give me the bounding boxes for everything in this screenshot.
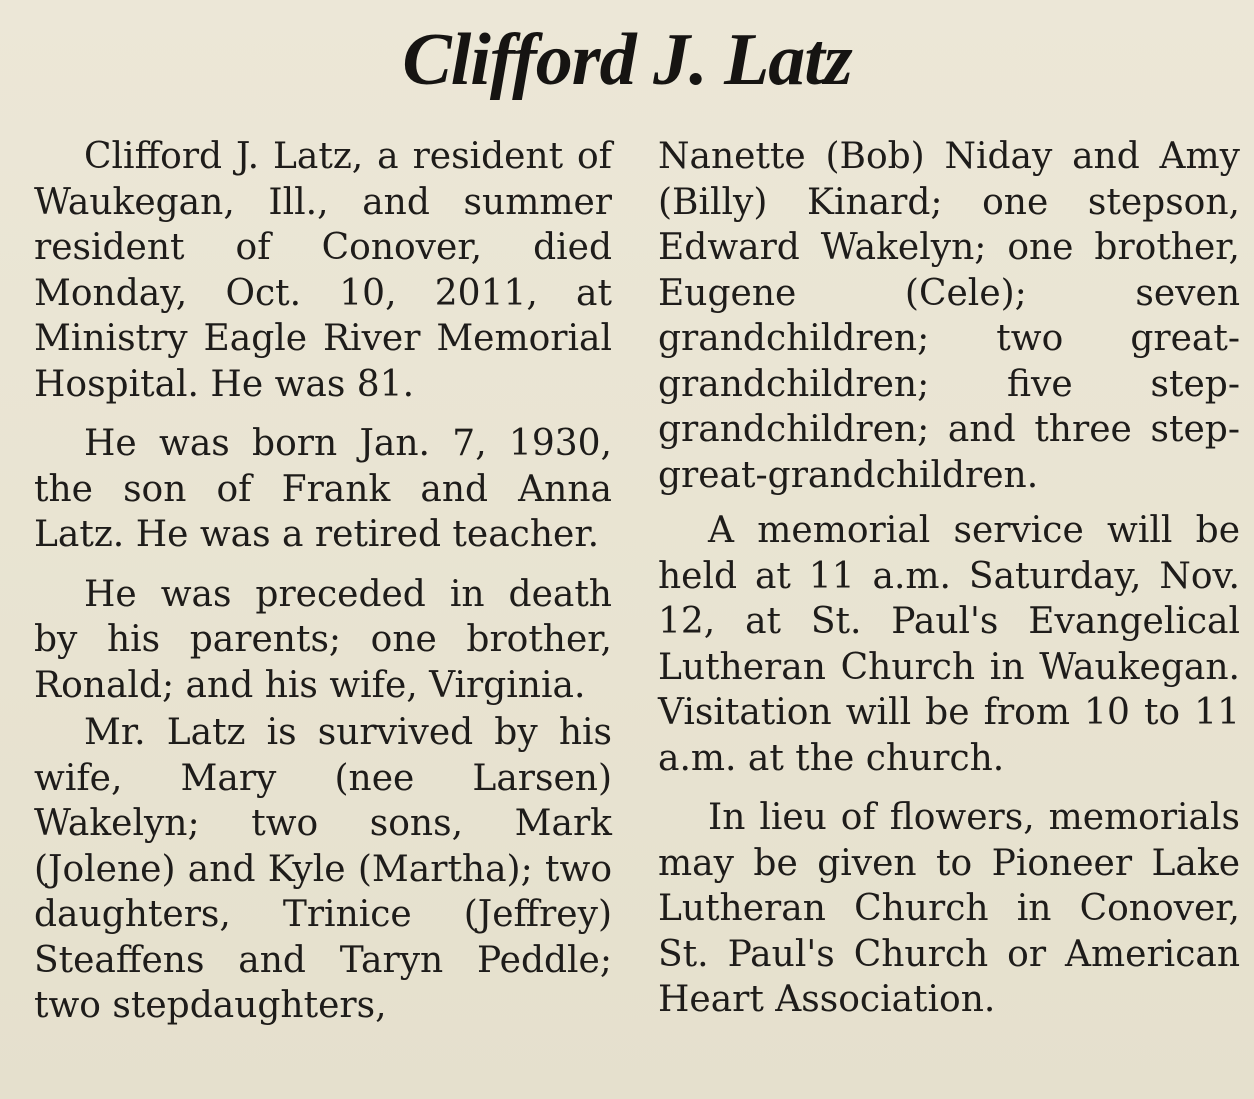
obituary-headline: Clifford J. Latz bbox=[402, 19, 852, 101]
obituary-paragraph-birth: He was born Jan. 7, 1930, the son of Frank and Anna Latz. He was a retired teacher. bbox=[34, 423, 612, 555]
right-column bbox=[658, 134, 1240, 1023]
obituary-paragraph-survivors-continued: Nanette (Bob) Niday and Amy (Billy) Kinard; one stepson, Edward Wakelyn; one brother, Eugene (Cele); seven grandchildren; two great-grandchildren; five step-grandchildren; and three step-great-grandchildren. bbox=[658, 136, 1240, 496]
obituary-paragraph-survivors: Mr. Latz is survived by his wife, Mary (nee Larsen) Wakelyn; two sons, Mark (Jolene) and Kyle (Martha); two daughters, Trinice (Jeffrey) Steaffens and Taryn Peddle; two stepdaughters, bbox=[34, 712, 612, 1026]
obituary-paragraph-death: Clifford J. Latz, a resident of Waukegan, Ill., and summer resident of Conover, died Monday, Oct. 10, 2011, at Ministry Eagle River Memorial Hospital. He was 81. bbox=[34, 136, 612, 405]
obituary-paragraph-preceded: He was preceded in death by his parents; one brother, Ronald; and his wife, Virginia. bbox=[34, 573, 612, 706]
left-column bbox=[34, 134, 612, 1029]
obituary-paragraph-service: A memorial service will be held at 11 a.m. Saturday, Nov. 12, at St. Paul's Evangelical Lutheran Church in Waukegan. Visitation will be from 10 to 11 a.m. at the church. bbox=[658, 510, 1240, 779]
obituary-paragraph-memorials: In lieu of flowers, memorials may be given to Pioneer Lake Lutheran Church in Conover, St. Paul's Church or American Heart Association. bbox=[658, 797, 1240, 1020]
